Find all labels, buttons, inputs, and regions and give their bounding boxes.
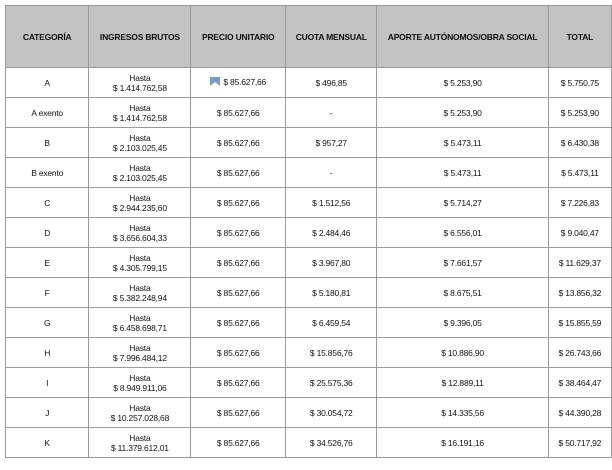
- cell-aporte: $ 10.886,90: [377, 338, 548, 368]
- ingresos-prefix: Hasta: [129, 222, 151, 233]
- cell-total: $ 7.226,83: [548, 188, 611, 218]
- ingresos-prefix: Hasta: [129, 432, 151, 443]
- cell-precio-unitario: [191, 308, 286, 338]
- cell-aporte: $ 16.191,16: [377, 428, 548, 458]
- table-row: [6, 188, 612, 218]
- precio-value: $ 85.627,66: [216, 167, 260, 178]
- precio-value: $ 85.627,66: [216, 377, 260, 388]
- cell-ingresos-brutos: [89, 398, 191, 428]
- cell-total: $ 9.040,47: [548, 218, 611, 248]
- precio-value: $ 85.627,66: [216, 107, 260, 118]
- cell-cuota-mensual: $ 1.512,56: [286, 188, 377, 218]
- table-row: [6, 218, 612, 248]
- ingresos-amount: $ 7.996.484,12: [112, 352, 167, 363]
- precio-value: $ 85.627,66: [216, 437, 260, 448]
- cell-aporte: $ 5.473,11: [377, 128, 548, 158]
- cell-total: $ 44.390,28: [548, 398, 611, 428]
- cell-precio-unitario: [191, 68, 286, 98]
- header-ingresos-brutos: INGRESOS BRUTOS: [89, 6, 191, 68]
- cell-total: $ 26.743,66: [548, 338, 611, 368]
- ingresos-amount: $ 2.103.025,45: [112, 142, 167, 153]
- table-row: [6, 278, 612, 308]
- table-row: [6, 98, 612, 128]
- precio-value: $ 85.627,66: [216, 287, 260, 298]
- precio-value: $ 85.627,66: [216, 197, 260, 208]
- precio-value: $ 85.627,66: [216, 227, 260, 238]
- ingresos-prefix: Hasta: [129, 282, 151, 293]
- header-aporte: APORTE AUTÓNOMOS/OBRA SOCIAL: [377, 6, 548, 68]
- cell-aporte: $ 9.396,05: [377, 308, 548, 338]
- cell-ingresos-brutos: [89, 248, 191, 278]
- cell-total: $ 5.750,75: [548, 68, 611, 98]
- cell-aporte: $ 8.675,51: [377, 278, 548, 308]
- cell-categoria: D: [6, 218, 89, 248]
- cell-precio-unitario: [191, 158, 286, 188]
- ingresos-prefix: Hasta: [129, 102, 151, 113]
- table-row: [6, 398, 612, 428]
- cell-categoria: I: [6, 368, 89, 398]
- cell-cuota-mensual: $ 15.856,76: [286, 338, 377, 368]
- cell-precio-unitario: [191, 278, 286, 308]
- cell-ingresos-brutos: [89, 188, 191, 218]
- ingresos-amount: $ 8.949.911,06: [113, 382, 167, 393]
- cell-categoria: J: [6, 398, 89, 428]
- table-row: [6, 338, 612, 368]
- precio-value: $ 85.627,66: [216, 257, 260, 268]
- cell-cuota-mensual: $ 3.967,80: [286, 248, 377, 278]
- cell-total: $ 11.629,37: [548, 248, 611, 278]
- table-row: [6, 308, 612, 338]
- cell-precio-unitario: [191, 188, 286, 218]
- ingresos-prefix: Hasta: [129, 342, 151, 353]
- cell-aporte: $ 5.714,27: [377, 188, 548, 218]
- ingresos-amount: $ 5.382.248,94: [112, 292, 167, 303]
- cell-ingresos-brutos: [89, 428, 191, 458]
- header-total: TOTAL: [548, 6, 611, 68]
- cell-precio-unitario: [191, 398, 286, 428]
- cell-cuota-mensual: $ 2.484,46: [286, 218, 377, 248]
- cell-cuota-mensual: $ 957,27: [286, 128, 377, 158]
- ingresos-prefix: Hasta: [129, 162, 151, 173]
- ingresos-prefix: Hasta: [129, 72, 151, 83]
- cell-cuota-mensual: $ 25.575,36: [286, 368, 377, 398]
- table-row: [6, 158, 612, 188]
- cell-precio-unitario: [191, 428, 286, 458]
- cell-ingresos-brutos: [89, 368, 191, 398]
- precio-value: $ 85.627,66: [223, 76, 267, 87]
- table-row: [6, 128, 612, 158]
- header-precio-unitario: PRECIO UNITARIO: [191, 6, 286, 68]
- cell-total: $ 6.430,38: [548, 128, 611, 158]
- cell-cuota-mensual: $ 5.180,81: [286, 278, 377, 308]
- cell-ingresos-brutos: [89, 308, 191, 338]
- cell-categoria: A: [6, 68, 89, 98]
- header-cuota-mensual: CUOTA MENSUAL: [286, 6, 377, 68]
- ingresos-prefix: Hasta: [129, 402, 151, 413]
- ingresos-amount: $ 1.414.762,58: [112, 82, 167, 93]
- cell-cuota-mensual: -: [286, 98, 377, 128]
- cell-ingresos-brutos: [89, 218, 191, 248]
- cell-cuota-mensual: $ 496,85: [286, 68, 377, 98]
- ingresos-prefix: Hasta: [129, 192, 151, 203]
- cell-categoria: E: [6, 248, 89, 278]
- cell-ingresos-brutos: [89, 278, 191, 308]
- cell-precio-unitario: [191, 338, 286, 368]
- table-row: [6, 68, 612, 98]
- cell-aporte: $ 7.661,57: [377, 248, 548, 278]
- cell-precio-unitario: [191, 218, 286, 248]
- ingresos-amount: $ 4.305.799,15: [112, 262, 167, 273]
- table-body: [6, 68, 612, 458]
- cell-aporte: $ 5.473,11: [377, 158, 548, 188]
- cell-cuota-mensual: $ 34.526,76: [286, 428, 377, 458]
- precio-value: $ 85.627,66: [216, 347, 260, 358]
- ingresos-amount: $ 2.103.025,45: [112, 172, 167, 183]
- cell-aporte: $ 5.253,90: [377, 98, 548, 128]
- cell-total: $ 5.253,90: [548, 98, 611, 128]
- ingresos-amount: $ 2.944.235,60: [112, 202, 167, 213]
- cell-total: $ 50.717,92: [548, 428, 611, 458]
- table-row: [6, 428, 612, 458]
- ingresos-prefix: Hasta: [129, 252, 151, 263]
- cell-categoria: B: [6, 128, 89, 158]
- precio-value: $ 85.627,66: [216, 137, 260, 148]
- table-row: [6, 368, 612, 398]
- cell-ingresos-brutos: [89, 158, 191, 188]
- cell-categoria: F: [6, 278, 89, 308]
- precio-value: $ 85.627,66: [216, 317, 260, 328]
- ingresos-amount: $ 11.379.612,01: [110, 442, 169, 453]
- ingresos-amount: $ 1.414.762,58: [112, 112, 167, 123]
- cell-total: $ 38.464,47: [548, 368, 611, 398]
- cell-categoria: G: [6, 308, 89, 338]
- cell-precio-unitario: [191, 248, 286, 278]
- cell-categoria: K: [6, 428, 89, 458]
- monotributo-table: [5, 5, 612, 458]
- cell-cuota-mensual: $ 30.054,72: [286, 398, 377, 428]
- cell-precio-unitario: [191, 128, 286, 158]
- cell-ingresos-brutos: [89, 338, 191, 368]
- cell-total: $ 15.855,59: [548, 308, 611, 338]
- cell-aporte: $ 12.889,11: [377, 368, 548, 398]
- cell-cuota-mensual: -: [286, 158, 377, 188]
- ingresos-prefix: Hasta: [129, 372, 151, 383]
- table-row: [6, 248, 612, 278]
- cell-aporte: $ 5.253,90: [377, 68, 548, 98]
- header-categoria: CATEGORÍA: [6, 6, 89, 68]
- ingresos-amount: $ 3.656.604,33: [112, 232, 167, 243]
- ingresos-amount: $ 6.458.698,71: [112, 322, 167, 333]
- cell-ingresos-brutos: [89, 68, 191, 98]
- header-row: [6, 6, 612, 68]
- cell-cuota-mensual: $ 6.459,54: [286, 308, 377, 338]
- cell-categoria: C: [6, 188, 89, 218]
- cell-aporte: $ 6.556,01: [377, 218, 548, 248]
- cell-aporte: $ 14.335,56: [377, 398, 548, 428]
- bookmark-icon[interactable]: [210, 77, 220, 88]
- cell-categoria: B exento: [6, 158, 89, 188]
- cell-categoria: A exento: [6, 98, 89, 128]
- cell-categoria: H: [6, 338, 89, 368]
- cell-precio-unitario: [191, 98, 286, 128]
- cell-total: $ 5.473,11: [548, 158, 611, 188]
- cell-precio-unitario: [191, 368, 286, 398]
- ingresos-prefix: Hasta: [129, 132, 151, 143]
- cell-ingresos-brutos: [89, 128, 191, 158]
- ingresos-amount: $ 10.257.028,68: [110, 412, 170, 423]
- precio-value: $ 85.627,66: [216, 407, 260, 418]
- cell-total: $ 13.856,32: [548, 278, 611, 308]
- cell-ingresos-brutos: [89, 98, 191, 128]
- ingresos-prefix: Hasta: [129, 312, 151, 323]
